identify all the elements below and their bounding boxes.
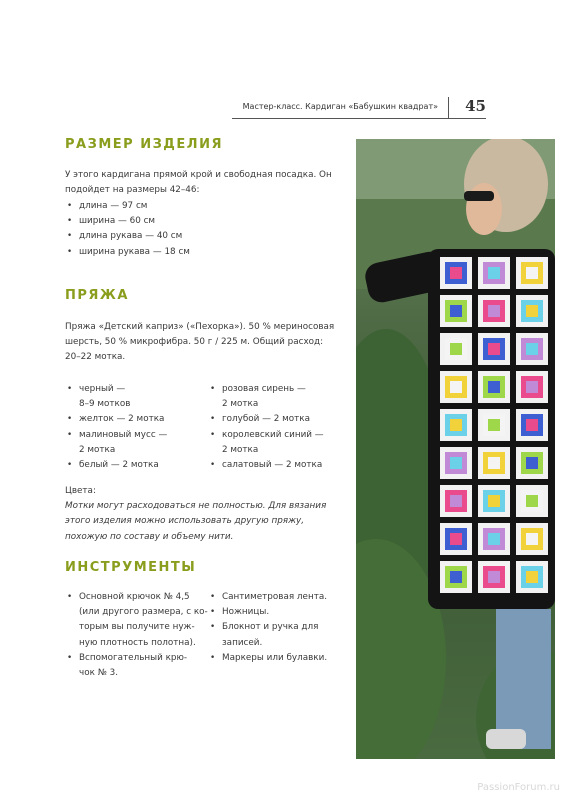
granny-square-center — [450, 419, 462, 431]
granny-square-center — [450, 267, 462, 279]
size-list — [65, 199, 190, 260]
color-line: • желток — 2 мотка — [79, 414, 165, 425]
tool-item — [208, 590, 348, 605]
granny-square-center — [526, 457, 538, 469]
yarn-intro — [65, 320, 345, 366]
granny-square-center — [488, 343, 500, 355]
watermark: PassionForum.ru — [477, 782, 560, 793]
yarn-note-line: Мотки могут расходоваться не полностью. Для вязания — [65, 501, 327, 512]
running-header — [232, 97, 486, 119]
tool-line: • Основной крючок № 4,5 — [79, 592, 190, 602]
yarn-note-label: Цвета: — [65, 486, 96, 496]
granny-square-center — [450, 457, 462, 469]
granny-square-center — [526, 305, 538, 317]
tools-heading: ИНСТРУМЕНТЫ — [65, 560, 197, 575]
granny-square-center — [450, 305, 462, 317]
color-item — [208, 412, 348, 427]
color-line: • голубой — 2 мотка — [222, 414, 310, 425]
color-item — [65, 458, 195, 473]
color-line: • королевский синий — — [222, 429, 324, 440]
size-heading: РАЗМЕР ИЗДЕЛИЯ — [65, 137, 223, 152]
tool-line: • Сантиметровая лента. — [222, 592, 328, 602]
size-intro — [65, 168, 345, 198]
color-item — [208, 428, 348, 458]
tool-item — [208, 620, 348, 650]
list-item: • ширина рукава — 18 см — [65, 245, 190, 260]
photo-woman-crochet-cardigan — [356, 139, 555, 759]
tool-line: записей. — [222, 637, 263, 648]
granny-square-center — [526, 267, 538, 279]
granny-square-center — [488, 267, 500, 279]
granny-square-center — [526, 533, 538, 545]
tool-line: • Маркеры или булавки. — [222, 652, 328, 663]
color-item — [208, 382, 348, 412]
color-line: 8–9 мотков — [79, 399, 131, 410]
color-item — [65, 428, 195, 458]
list-item: • длина — 97 см — [65, 199, 190, 214]
tool-line: чок № 3. — [79, 668, 119, 679]
tool-line: (или другого размера, с ко- — [79, 607, 208, 618]
color-line: • малиновый мусс — — [79, 429, 168, 440]
granny-square-center — [488, 305, 500, 317]
granny-square-center — [488, 457, 500, 469]
header-divider — [448, 97, 449, 119]
list-item: • ширина — 60 см — [65, 214, 190, 229]
list-item: • длина рукава — 40 см — [65, 229, 190, 244]
granny-square-center — [450, 495, 462, 507]
page-number: 45 — [465, 97, 486, 115]
granny-square-center — [488, 419, 500, 431]
granny-square-center — [488, 381, 500, 393]
color-line: 2 мотка — [79, 444, 116, 455]
color-line: • розовая сирень — — [222, 384, 306, 394]
granny-square-center — [450, 571, 462, 583]
granny-square-center — [526, 381, 538, 393]
tool-item — [208, 605, 348, 620]
color-line: • белый — 2 мотка — [79, 460, 159, 471]
tool-line: • Вспомогательный крю- — [79, 652, 188, 663]
granny-square-center — [526, 495, 538, 507]
color-line: 2 мотка — [222, 399, 259, 410]
yarn-heading: ПРЯЖА — [65, 288, 129, 303]
granny-square-center — [450, 533, 462, 545]
size-intro-line: подойдет на размеры 42–46: — [65, 185, 200, 196]
tools-list-right — [208, 590, 348, 666]
yarn-intro-line: шерсть, 50 % микрофибра. 50 г / 225 м. Общий расход: — [65, 337, 324, 348]
color-item — [65, 412, 195, 427]
color-line: • салатовый — 2 мотка — [222, 460, 323, 471]
tools-list-left — [65, 590, 208, 681]
tool-line: • Ножницы. — [222, 607, 270, 618]
tool-line: ную плотность полотна). — [79, 637, 196, 648]
granny-square-center — [488, 571, 500, 583]
tool-item — [65, 590, 208, 651]
tool-item — [65, 651, 205, 681]
color-item — [65, 382, 195, 412]
color-item — [208, 458, 348, 473]
yarn-colors-left — [65, 382, 195, 473]
tool-item — [208, 651, 348, 666]
color-line: 2 мотка — [222, 444, 259, 455]
granny-square-center — [488, 495, 500, 507]
header-rule — [232, 118, 486, 119]
granny-square-center — [450, 381, 462, 393]
granny-square-center — [450, 343, 462, 355]
granny-square-center — [526, 343, 538, 355]
yarn-note — [65, 484, 350, 545]
yarn-note-line: похожую по составу и объему нити. — [65, 531, 234, 542]
tool-line: торым вы получите нуж- — [79, 622, 195, 633]
tool-line: • Блокнот и ручка для — [222, 622, 319, 633]
size-intro-line: У этого кардигана прямой крой и свободная посадка. Он — [65, 170, 332, 180]
yarn-intro-line: 20–22 мотка. — [65, 352, 126, 363]
yarn-intro-line: Пряжа «Детский каприз» («Пехорка»). 50 % мериносовая — [65, 322, 335, 332]
yarn-note-line: этого изделия можно использовать другую пряжу, — [65, 516, 305, 527]
granny-square-center — [488, 533, 500, 545]
granny-square-center — [526, 419, 538, 431]
granny-square-center — [526, 571, 538, 583]
color-line: • черный — — [79, 384, 126, 394]
running-title: Мастер-класс. Кардиган «Бабушкин квадрат» — [242, 102, 438, 111]
yarn-colors-right — [208, 382, 348, 473]
photo-illustration — [356, 139, 555, 759]
